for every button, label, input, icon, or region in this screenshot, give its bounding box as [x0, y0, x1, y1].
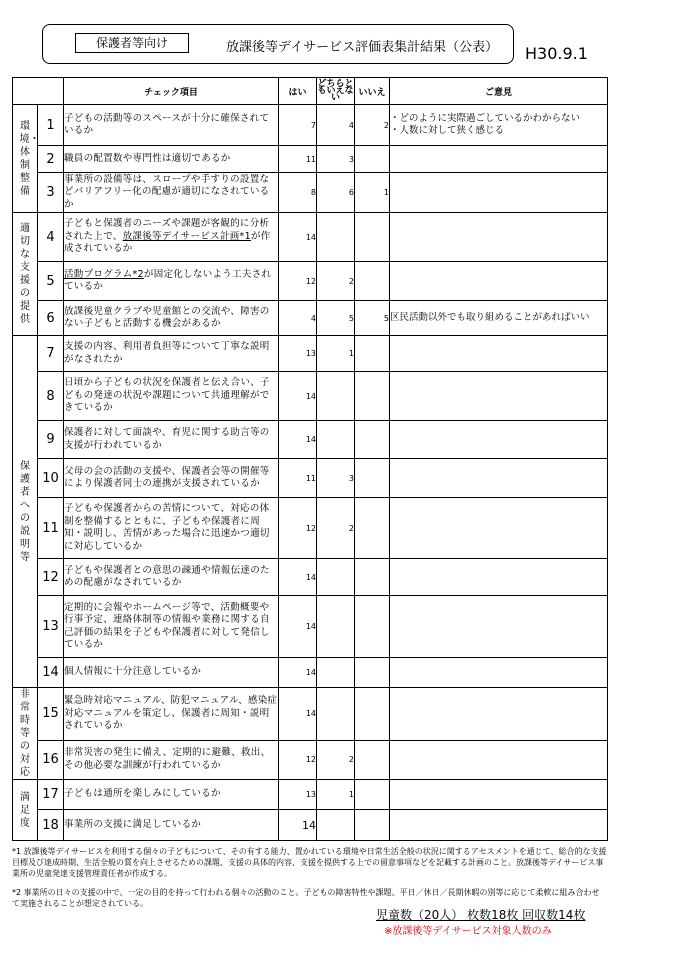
count-unknown: 3: [317, 459, 355, 498]
header-unknown: どちらともいえない: [317, 78, 354, 103]
count-unknown: [317, 596, 355, 658]
evaluation-table: [12, 77, 608, 841]
header-no: いいえ: [355, 78, 390, 105]
header-yes: はい: [279, 78, 317, 105]
check-item: 活動プログラム*2が固定化しないよう工夫されているか: [64, 262, 279, 301]
count-yes: 12: [279, 262, 317, 301]
table-row: [13, 658, 608, 688]
table-row: [13, 336, 608, 372]
count-yes: 14: [279, 372, 317, 421]
opinion: [390, 173, 608, 213]
check-item: 子どもの活動等のスペースが十分に確保されているか: [64, 105, 279, 146]
table-row: [13, 105, 608, 146]
count-yes: 11: [279, 146, 317, 173]
category-support: 適切な支援の提供: [13, 213, 38, 336]
check-item: 職員の配置数や専門性は適切であるか: [64, 146, 279, 173]
count-no: [355, 213, 390, 262]
count-no: [355, 262, 390, 301]
row-number: 11: [38, 498, 64, 559]
page-title: 放課後等デイサービス評価表集計結果（公表）: [226, 40, 499, 55]
count-no: [355, 336, 390, 372]
count-unknown: 5: [317, 301, 355, 336]
count-no: [355, 688, 390, 741]
table-row: [13, 740, 608, 779]
opinion: [390, 262, 608, 301]
count-unknown: 2: [317, 262, 355, 301]
category-environment: 環境・体制整備: [13, 105, 38, 213]
row-number: 3: [38, 173, 64, 213]
collection-counts: 児童数（20人） 枚数18枚 回収数14枚: [376, 908, 586, 922]
check-item: 子どもや保護者からの苦情について、対応の体制を整備するとともに、子どもや保護者に周知・説明し、苦情があった場合に迅速かつ適切に対応しているか: [64, 498, 279, 559]
check-item: 父母の会の活動の支援や、保護者会等の開催等により保護者同士の連携が支援されているか: [64, 459, 279, 498]
program-link-text: 活動プログラム*2: [64, 268, 144, 280]
count-yes: 8: [279, 173, 317, 213]
count-no: 1: [355, 173, 390, 213]
table-row: [13, 421, 608, 459]
check-item: 日頃から子どもの状況を保護者と伝え合い、子どもの発達の状況や課題について共通理解ができているか: [64, 372, 279, 421]
check-item: 放課後児童クラブや児童館との交流や、障害のない子どもと活動する機会があるか: [64, 301, 279, 336]
count-yes: 13: [279, 336, 317, 372]
opinion: 区民活動以外でも取り組めることがあればいい: [390, 301, 608, 336]
category-satisfaction: 満足度: [13, 780, 38, 841]
count-unknown: 1: [317, 336, 355, 372]
count-unknown: [317, 372, 355, 421]
count-unknown: 6: [317, 173, 355, 213]
row-number: 7: [38, 336, 64, 372]
table-row: [13, 213, 608, 262]
opinion: [390, 658, 608, 688]
header-opinion: ご意見: [390, 78, 608, 105]
check-item: 子どもは通所を楽しみにしているか: [64, 780, 279, 810]
count-yes: 12: [279, 740, 317, 779]
row-number: 13: [38, 596, 64, 658]
count-yes: 14: [279, 421, 317, 459]
count-unknown: [317, 559, 355, 596]
count-no: [355, 810, 390, 841]
header-blank: [13, 78, 64, 105]
audience-label: 保護者等向け: [75, 33, 189, 53]
table-row: [13, 559, 608, 596]
table-row: [13, 810, 608, 841]
count-no: [355, 459, 390, 498]
count-unknown: [317, 810, 355, 841]
table-row: [13, 498, 608, 559]
opinion: [390, 688, 608, 741]
table-row: [13, 146, 608, 173]
opinion: [390, 336, 608, 372]
counts-note: ※放課後等デイサービス対象人数のみ: [384, 926, 552, 937]
opinion: [390, 559, 608, 596]
count-no: [355, 146, 390, 173]
row-number: 14: [38, 658, 64, 688]
row-number: 15: [38, 688, 64, 741]
count-no: [355, 421, 390, 459]
count-unknown: [317, 658, 355, 688]
count-yes: 14: [279, 213, 317, 262]
count-no: 5: [355, 301, 390, 336]
footnote-2: *2 事業所の日々の支援の中で、一定の目的を持って行われる個々の活動のこと。子どもの障害特性や課題、平日／休日／長期休暇の別等に応じて柔軟に組み合わせて実施されることが想定されている。: [12, 888, 600, 908]
count-no: [355, 372, 390, 421]
opinion: [390, 498, 608, 559]
check-item: 保護者に対して面談や、育児に関する助言等の支援が行われているか: [64, 421, 279, 459]
table-row: [13, 596, 608, 658]
count-unknown: 4: [317, 105, 355, 146]
row-number: 9: [38, 421, 64, 459]
opinion: [390, 596, 608, 658]
opinion: [390, 146, 608, 173]
check-item: 緊急時対応マニュアル、防犯マニュアル、感染症対応マニュアルを策定し、保護者に周知・説明されているか: [64, 688, 279, 741]
row-number: 8: [38, 372, 64, 421]
count-no: [355, 658, 390, 688]
row-number: 18: [38, 810, 64, 841]
row-number: 6: [38, 301, 64, 336]
check-item: 非常災害の発生に備え、定期的に避難、救出、その他必要な訓練が行われているか: [64, 740, 279, 779]
table-row: [13, 301, 608, 336]
count-unknown: 2: [317, 498, 355, 559]
count-unknown: 3: [317, 146, 355, 173]
count-no: [355, 498, 390, 559]
opinion: [390, 780, 608, 810]
document-date: H30.9.1: [525, 44, 588, 63]
count-no: [355, 740, 390, 779]
count-yes: 4: [279, 301, 317, 336]
opinion: [390, 213, 608, 262]
count-unknown: [317, 421, 355, 459]
count-no: [355, 596, 390, 658]
check-item: 事業所の設備等は、スロープや手すりの設置などバリアフリー化の配慮が適切になされているか: [64, 173, 279, 213]
row-number: 10: [38, 459, 64, 498]
count-yes: 7: [279, 105, 317, 146]
check-item: 事業所の支援に満足しているか: [64, 810, 279, 841]
opinion: [390, 372, 608, 421]
row-number: 2: [38, 146, 64, 173]
count-yes: 12: [279, 498, 317, 559]
row-number: 4: [38, 213, 64, 262]
footnote-1: *1 放課後等デイサービスを利用する個々の子どもについて、その有する能力、置かれている環境や日常生活全般の状況に関するアセスメントを通じて、総合的な支援目標及び達成時期、生活全般の質を向上させるための課題、支援の具体的内容、支援を提供する上での留意事項などを記載する計画のこと。放課後等デイサービス事業所の児童発達支援管理責任者が作成する。: [12, 847, 607, 878]
count-yes: 14: [279, 658, 317, 688]
check-item: 子どもと保護者のニーズや課題が客観的に分析された上で、放課後等デイサービス計画*1が作成されているか: [64, 213, 279, 262]
row-number: 12: [38, 559, 64, 596]
table-header-row: [13, 78, 608, 105]
plan-link-text: 放課後等デイサービス計画*1: [122, 230, 251, 242]
category-emergency: 非常時等の対応: [13, 688, 38, 780]
row-number: 1: [38, 105, 64, 146]
table-row: [13, 780, 608, 810]
count-no: [355, 780, 390, 810]
count-unknown: [317, 213, 355, 262]
opinion: ・どのように実際過ごしているかわからない ・人数に対して狭く感じる: [390, 105, 608, 146]
opinion: [390, 810, 608, 841]
row-number: 5: [38, 262, 64, 301]
opinion: [390, 459, 608, 498]
count-yes: 14: [279, 596, 317, 658]
check-item: 定期的に会報やホームページ等で、活動概要や行事予定、連絡体制等の情報や業務に関する自己評価の結果を子どもや保護者に対して発信しているか: [64, 596, 279, 658]
count-yes: 14: [279, 810, 317, 841]
row-number: 17: [38, 780, 64, 810]
count-yes: 13: [279, 780, 317, 810]
table-row: [13, 173, 608, 213]
check-item: 支援の内容、利用者負担等について丁寧な説明がなされたか: [64, 336, 279, 372]
category-explanation: 保護者への説明等: [13, 336, 38, 688]
count-unknown: 1: [317, 780, 355, 810]
count-no: 2: [355, 105, 390, 146]
table-row: [13, 459, 608, 498]
check-item: 個人情報に十分注意しているか: [64, 658, 279, 688]
header-item: チェック項目: [64, 78, 279, 105]
table-row: [13, 688, 608, 741]
check-item: 子どもや保護者との意思の疎通や情報伝達のための配慮がなされているか: [64, 559, 279, 596]
opinion: [390, 421, 608, 459]
row-number: 16: [38, 740, 64, 779]
table-row: [13, 262, 608, 301]
count-yes: 14: [279, 559, 317, 596]
count-yes: 14: [279, 688, 317, 741]
count-unknown: 2: [317, 740, 355, 779]
count-yes: 11: [279, 459, 317, 498]
count-no: [355, 559, 390, 596]
table-row: [13, 372, 608, 421]
opinion: [390, 740, 608, 779]
count-unknown: [317, 688, 355, 741]
